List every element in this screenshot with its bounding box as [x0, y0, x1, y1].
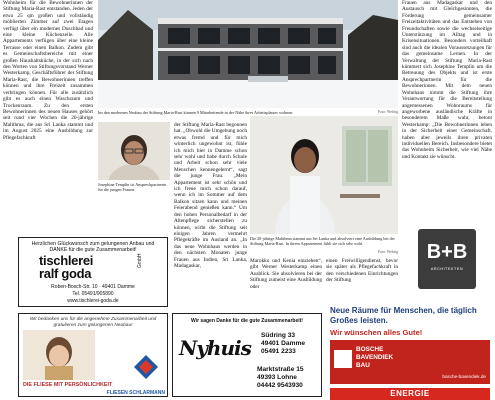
bosche-sub: Wir wünschen alles Gute! — [330, 328, 423, 337]
tischlerei-tel: Tel. 05491/905890 — [72, 291, 114, 297]
nyhuis-city2: 49393 Lohne — [257, 374, 297, 381]
fliesen-child-image — [23, 330, 95, 380]
bosche-headline: Neue Räume für Menschen, die täglich Großes leisten. — [330, 306, 477, 325]
nyhuis-street1: Südring 33 — [261, 332, 296, 339]
nyhuis-phone1: 05491 2233 — [261, 348, 296, 355]
article-text-col1: Wohnheim für die Bewohnerinnen der Stiftung Maria-Rast entstanden. Jeden der etwa 25 qm großen und vollständig möblierten Zimmer auf zwei Etagen verfügt über ein modernes Duschbad und eine kleine Küchenzeile. Alle Appartements verfügen über eine kleine Terrasse oder einen Balkon. Zudem gibt es Gemeinschaftsbereiche mit einer großen Haushaltsküche, in der sich nach den Worten von Stiftungsvorstand Werner Westerkamp, Geschäftsführer der Stiftung Maria-Rast, die Bewohnerinnen treffen können und ihre Freizeit zusammen verbringen können. Für alle zusätzlich gibt es auch einen Waschraum und Trockenraum. Zu den ersten Bewohnerinnen des neuen Hauses gehört seit rund vier Wochen die 20-jährige Malithma, die aus Sri Lanka stammt und im August 2025 eine Ausbildung zur Pflegefachkraft — [3, 0, 93, 141]
tischlerei-address: Roben-Bosch-Str. 10 · 49401 Damme — [51, 284, 135, 290]
bb-logo: B+B — [426, 241, 468, 263]
nyhuis-phone2: 04442 9543930 — [257, 382, 303, 389]
bosche-logo-icon — [334, 350, 352, 368]
article-text-col3b: einen Freiwilligendienst, bevor sie später als Pflegefachkraft in den verschiedenen Einrichtungen der Stiftung — [326, 258, 398, 284]
tischlerei-gmbh: GmbH — [137, 253, 143, 268]
tischlerei-name-line1: tischlerei — [39, 253, 94, 268]
portrait-illustration — [98, 122, 170, 180]
article-text-col4: Frauen aus Madagaskar und den Austausch mit Gleichgesinnten, die Förderung gemeinsamer Freizeitaktivitäten und das Entstehen von Freundschaften sowie die wechselseitige Unterstützung im Alltag und in Krisensituationen. Besonders vorteilhaft sind auch die idealen Voraussetzungen für das gemeinsame Lernen. In der Verwaltung der Stiftung Maria-Rast kümmert sich Josephine Templin um die Betreuung des Objekts und ist erste Ansprechpartnerin für die Bewohnerinnen. Mit dem neuen Wohnhaus nimmt die Stiftung ihre Verantwortung für die Bereitstellung angemessenen Wohnraums für angeworbene ausländische Kräfte in besonderem Maße wahr, betont Westerkamp: „Die Bewohnerinnen leben in der Sicherheit einer Gemeinschaft, haben aber jeweils ihren privaten individuellen Bereich. Insbesondere bietet das Wohnheim Sicherheit, wie viel Nähe und Kontakt sie wünscht. — [402, 0, 492, 160]
josephine-portrait — [98, 122, 170, 180]
nyhuis-logo: Nyhuis — [179, 336, 251, 360]
building-photo — [98, 0, 398, 108]
fliesen-ad — [18, 313, 168, 397]
bosche-web[interactable]: bosche-bavendiek.de — [442, 374, 486, 379]
article-text-col2: der Stiftung Maria-Rast begonnen hat. „Obwohl die Umgebung noch etwas fremd und für mich winterlich ungewohnt ist, fühle ich mich hier in Damme schon sehr wohl und habe durch Schule und Arbeit schon sehr viele Menschen kennengelernt“, sagt die junge Frau. „Mein Appartement ist sehr schön und ich freue mich schon darauf, wenn ich im Sommer auf dem Balkon sitzen kann und meinen Feierabend genießen kann.“ Um den hohen Personalbedarf in der Altenpflege sicherstellen zu können, wirbt die Stiftung seit einigen Jahren vermehrt Pflegekräfte im Ausland an. „In das neue Wohnhaus werden in den nächsten Monaten junge Frauen aus Indien, Sri Lanka, Madagaskar, — [174, 122, 247, 269]
nyhuis-street2: Marktstraße 15 — [257, 366, 304, 373]
tischlerei-greeting: Herzlichen Glückwunsch zum gelungenen Anbau und DANKE für die gute Zusammenarbeit! — [31, 241, 155, 254]
fliesen-tile-logo-icon — [133, 354, 159, 380]
building-illustration — [98, 0, 398, 108]
photo-credit: Foto: Wehrig — [378, 110, 398, 114]
josephine-caption: Josephine Templin ist Ansprechpartnerin für die jungen Frauen. — [98, 182, 167, 192]
bosche-brand2: BAVENDIEK — [356, 354, 394, 361]
article-text-col3a: Marokko und Kenia einziehen“, gibt Werner Westerkamp einen Ausblick. Sie absolvieren bei der Stiftung zumeist eine Ausbildung oder — [250, 258, 322, 290]
malithma-caption: Die 20-jährige Malithma stammt aus Sri Lanka und absolviert eine Ausbildung bei der Stiftung Maria-Rast. In ihrem Appartement fühlt sie sich sehr wohl. — [250, 236, 395, 246]
bosche-bottom-banner: ENERGIE — [330, 388, 490, 400]
nyhuis-thanks: Wir sagen Danke für die gute Zusammenarbeit! — [191, 318, 303, 324]
bosche-brand3: BAU — [356, 362, 370, 369]
bb-sub: ARCHITEKTEN — [430, 267, 464, 271]
malithma-credit: Foto: Wehrig — [378, 250, 398, 254]
nyhuis-ad — [172, 313, 322, 397]
fliesen-slogan: DIE FLIESE MIT PERSÖNLICHKEIT — [23, 382, 113, 388]
nyhuis-city1: 49401 Damme — [261, 340, 305, 347]
tischlerei-web[interactable]: www.tischlerei-goda.de — [67, 298, 119, 304]
bb-architekten-ad — [418, 229, 476, 289]
malithma-photo — [250, 116, 398, 234]
fliesen-brand: FLIESEN SCHLARMANN — [106, 390, 165, 396]
photo-caption: Im den modernen Neubau der Stiftung Maria-Rast können 9 Mitarbeitende in der Nähe ihres Arbeitsplatzes wohnen. — [98, 110, 294, 115]
bosche-banner — [330, 340, 490, 384]
room-illustration — [250, 116, 398, 234]
bosche-ad — [326, 304, 492, 400]
tischlerei-ad — [18, 237, 168, 307]
bosche-brand1: BOSCHE — [356, 346, 384, 353]
fliesen-top-text: Wir bedanken uns für die angenehme Zusammenarbeit und gratulieren zum gelungenen Neubau! — [29, 317, 157, 328]
tischlerei-name-line2: ralf goda — [39, 266, 92, 281]
